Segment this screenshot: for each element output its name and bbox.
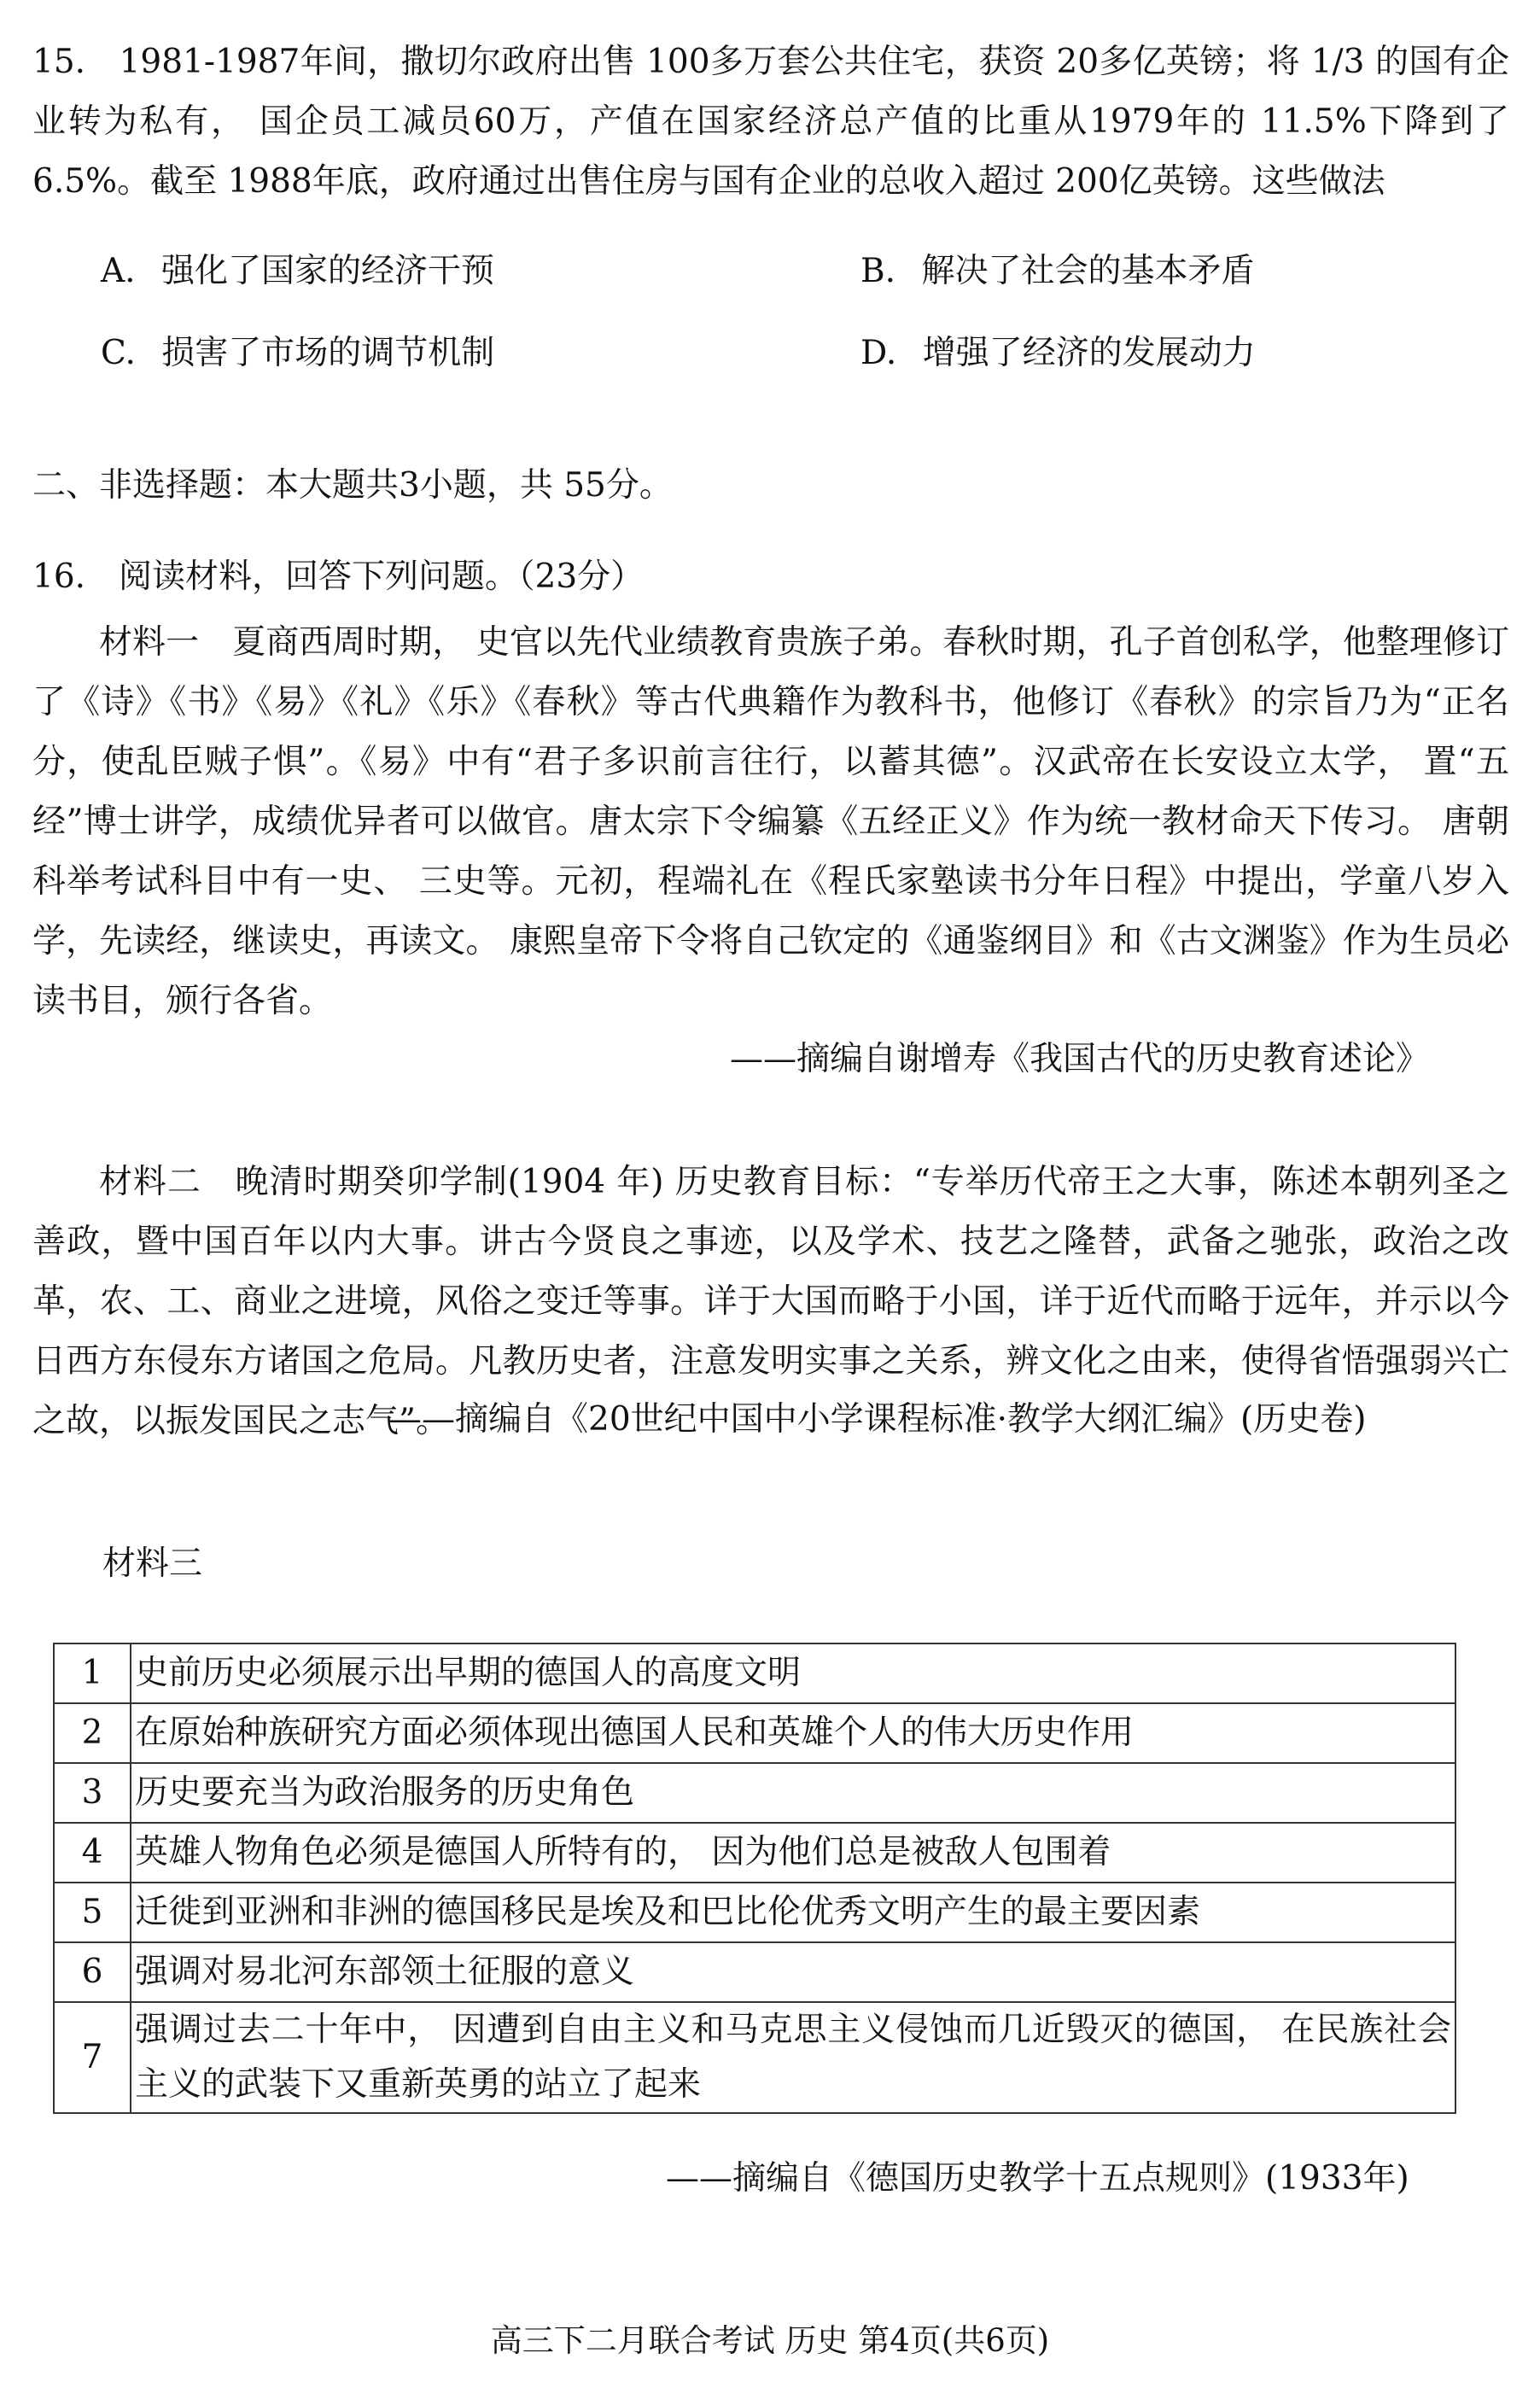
table-row — [54, 1703, 1455, 1763]
table-row — [54, 1823, 1455, 1883]
table-row — [54, 2002, 1455, 2113]
question-15-option-b — [860, 251, 1254, 292]
row-number: 6 — [54, 1942, 131, 2002]
table-row — [54, 1942, 1455, 2002]
row-text: 强调过去二十年中， 因遭到自由主义和马克思主义侵蚀而几近毁灭的德国， 在民族社会主义的武装下又重新英勇的站立了起来 — [131, 2002, 1455, 2113]
table-row — [54, 1763, 1455, 1823]
row-number: 5 — [54, 1883, 131, 1942]
row-number: 2 — [54, 1703, 131, 1763]
material-3-label: 材料三 — [102, 1544, 203, 1583]
page-footer: 高三下二月联合考试 历史 第4页(共6页) — [490, 2322, 1050, 2359]
option-text: 损害了市场的调节机制 — [161, 334, 495, 372]
option-letter: B. — [860, 252, 896, 290]
section-title: 二、非选择题：本大题共3小题，共 55分。 — [32, 466, 673, 505]
option-text: 强化了国家的经济干预 — [160, 252, 494, 290]
question-16-title: 16. 阅读材料，回答下列问题。（23分） — [32, 558, 645, 596]
row-text: 强调对易北河东部领土征服的意义 — [131, 1942, 1455, 2002]
question-15-stem: 15. 1981-1987年间，撒切尔政府出售 100多万套公共住宅，获资 20多亿英镑；将 1/3 的国有企业转为私有， 国企员工减员60万，产值在国家经济总产值的比重从1979年的 11.5%下降到了 6.5%。截至 1988年底，政府通过出售住房与国有企业的总收入超过 200亿英镑。这些做法 — [32, 43, 1509, 201]
option-letter: D. — [860, 334, 897, 372]
option-letter: C. — [101, 334, 136, 372]
question-15-option-a — [101, 251, 494, 292]
row-text: 史前历史必须展示出早期的德国人的高度文明 — [131, 1643, 1455, 1703]
row-number: 4 — [54, 1823, 131, 1883]
question-15-option-c — [101, 333, 494, 374]
row-number: 3 — [54, 1763, 131, 1823]
option-text: 解决了社会的基本矛盾 — [921, 252, 1255, 290]
material-1-text: 材料一 夏商西周时期， 史官以先代业绩教育贵族子弟。春秋时期，孔子首创私学，他整理修订了《诗》《书》《易》《礼》《乐》《春秋》等古代典籍作为教科书，他修订《春秋》的宗旨乃为“正名分，使乱臣贼子惧”。《易》中有“君子多识前言往行，以蓄其德”。汉武帝在长安设立太学， 置“五经”博士讲学，成绩优异者可以做官。唐太宗下令编纂《五经正义》作为统一教材命天下传习。 唐朝科举考试科目中有一史、 三史等。元初，程端礼在《程氏家塾读书分年日程》中提出，学童八岁入学，先读经，继读史，再读文。 康熙皇帝下令将自己钦定的《通鉴纲目》和《古文渊鉴》作为生员必读书目，颁行各省。 — [32, 623, 1509, 1020]
row-text: 历史要充当为政治服务的历史角色 — [131, 1763, 1455, 1823]
row-number: 7 — [54, 2002, 131, 2113]
material-2-text: 材料二 晚清时期癸卯学制(1904 年) 历史教育目标：“专举历代帝王之大事，陈述本朝列圣之善政，暨中国百年以内大事。讲古今贤良之事迹，以及学术、技艺之隆替，武备之驰张，政治之改革，农、工、商业之进境，风俗之变迁等事。详于大国而略于小国，详于近代而略于远年，并示以今日西方东侵东方诸国之危局。凡教历史者，注意发明实事之关系，辨文化之由来，使得省悟强弱兴亡之故，以振发国民之志气”。 — [32, 1163, 1509, 1440]
material-2-citation: ——摘编自《20世纪中国中小学课程标准·教学大纲汇编》(历史卷) — [388, 1400, 1367, 1439]
row-text: 在原始种族研究方面必须体现出德国人民和英雄个人的伟大历史作用 — [131, 1703, 1455, 1763]
row-text: 迁徙到亚洲和非洲的德国移民是埃及和巴比伦优秀文明产生的最主要因素 — [131, 1883, 1455, 1942]
material-3-citation: ——摘编自《德国历史教学十五点规则》(1933年) — [666, 2159, 1409, 2198]
question-15-option-d — [860, 333, 1256, 374]
table-row — [54, 1643, 1455, 1703]
option-letter: A. — [101, 252, 136, 290]
material-1-citation: ——摘编自谢增寿《我国古代的历史教育述论》 — [730, 1040, 1430, 1078]
material-3-table — [53, 1643, 1456, 2114]
option-text: 增强了经济的发展动力 — [922, 334, 1256, 372]
row-number: 1 — [54, 1643, 131, 1703]
row-text: 英雄人物角色必须是德国人所特有的， 因为他们总是被敌人包围着 — [131, 1823, 1455, 1883]
table-row — [54, 1883, 1455, 1942]
